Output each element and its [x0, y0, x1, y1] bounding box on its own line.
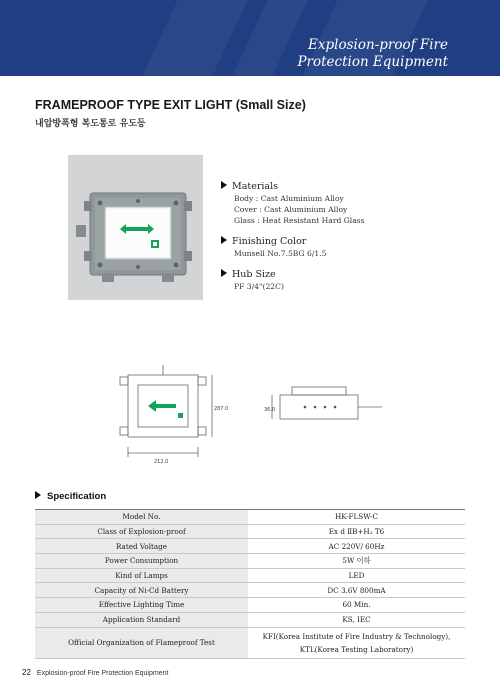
banner-title-line2: Protection Equipment: [297, 54, 448, 70]
spec-label: Class of Explosion-proof: [35, 524, 248, 539]
table-row: [35, 627, 465, 658]
table-row: [35, 510, 465, 525]
hub-size: PF 3/4"(22C): [234, 282, 284, 291]
materials-heading: Materials: [221, 180, 471, 193]
hub-heading: Hub Size: [221, 268, 471, 281]
spec-label: Rated Voltage: [35, 539, 248, 554]
banner-title-line1: Explosion-proof Fire: [308, 37, 448, 53]
materials-body: Body : Cast Aluminium Alloy: [234, 194, 344, 203]
triangle-bullet-icon: [35, 491, 41, 499]
materials-glass: Glass : Heat Resistant Hard Glass: [234, 216, 365, 225]
table-row: [35, 524, 465, 539]
spec-value: [248, 627, 465, 658]
triangle-bullet-icon: [221, 236, 227, 244]
specification-heading: Specification: [35, 491, 106, 502]
spec-label: Official Organization of Flameproof Test: [35, 627, 248, 658]
dimension-drawing: [100, 355, 420, 465]
table-row: [35, 583, 465, 598]
spec-value-line2: KTL(Korea Testing Laboratory): [299, 644, 414, 654]
spec-label: Capacity of Ni-Cd Battery: [35, 583, 248, 598]
spec-value: LED: [248, 568, 465, 583]
table-row: [35, 568, 465, 583]
spec-value: 5W 이하: [248, 554, 465, 569]
spec-label: Power Consumption: [35, 554, 248, 569]
spec-value-line1: KFI(Korea Institute of Fire Industry & Technology),: [262, 631, 451, 641]
spec-value: KS, IEC: [248, 612, 465, 627]
finishing-color: Munsell No.7.5BG 6/1.5: [234, 249, 327, 258]
table-row: [35, 612, 465, 627]
front-width-dimension: 212.0: [154, 459, 169, 465]
product-photo: [68, 155, 203, 300]
spec-value: DC 3.6V 800mA: [248, 583, 465, 598]
side-height-dimension: 36.0: [264, 407, 276, 413]
page-footer: [22, 668, 168, 677]
spec-label: Application Standard: [35, 612, 248, 627]
exit-light-illustration: [68, 155, 203, 300]
front-height-dimension: 287.0: [214, 406, 229, 412]
table-row: [35, 598, 465, 613]
triangle-bullet-icon: [221, 181, 227, 189]
spec-value: 60 Min.: [248, 598, 465, 613]
spec-value: Ex d ⅡB+H₂ T6: [248, 524, 465, 539]
product-specs: [221, 180, 471, 292]
banner-decoration: [142, 0, 247, 76]
spec-value: HK-FLSW-C: [248, 510, 465, 525]
page-number: 22: [22, 668, 31, 677]
spec-label: Kind of Lamps: [35, 568, 248, 583]
specification-table: [35, 509, 465, 659]
finishing-heading: Finishing Color: [221, 235, 471, 248]
spec-label: Model No.: [35, 510, 248, 525]
table-row: [35, 539, 465, 554]
page-title: FRAMEPROOF TYPE EXIT LIGHT (Small Size): [35, 98, 306, 112]
header-banner: [0, 0, 500, 76]
materials-cover: Cover : Cast Aluminium Alloy: [234, 205, 348, 214]
spec-value: AC 220V/ 60Hz: [248, 539, 465, 554]
technical-drawing: [100, 355, 420, 465]
table-row: [35, 554, 465, 569]
footer-text: Explosion-proof Fire Protection Equipment: [36, 670, 169, 677]
triangle-bullet-icon: [221, 269, 227, 277]
spec-label: Effective Lighting Time: [35, 598, 248, 613]
page-subtitle: 내압방폭형 복도통로 유도등: [35, 119, 146, 129]
